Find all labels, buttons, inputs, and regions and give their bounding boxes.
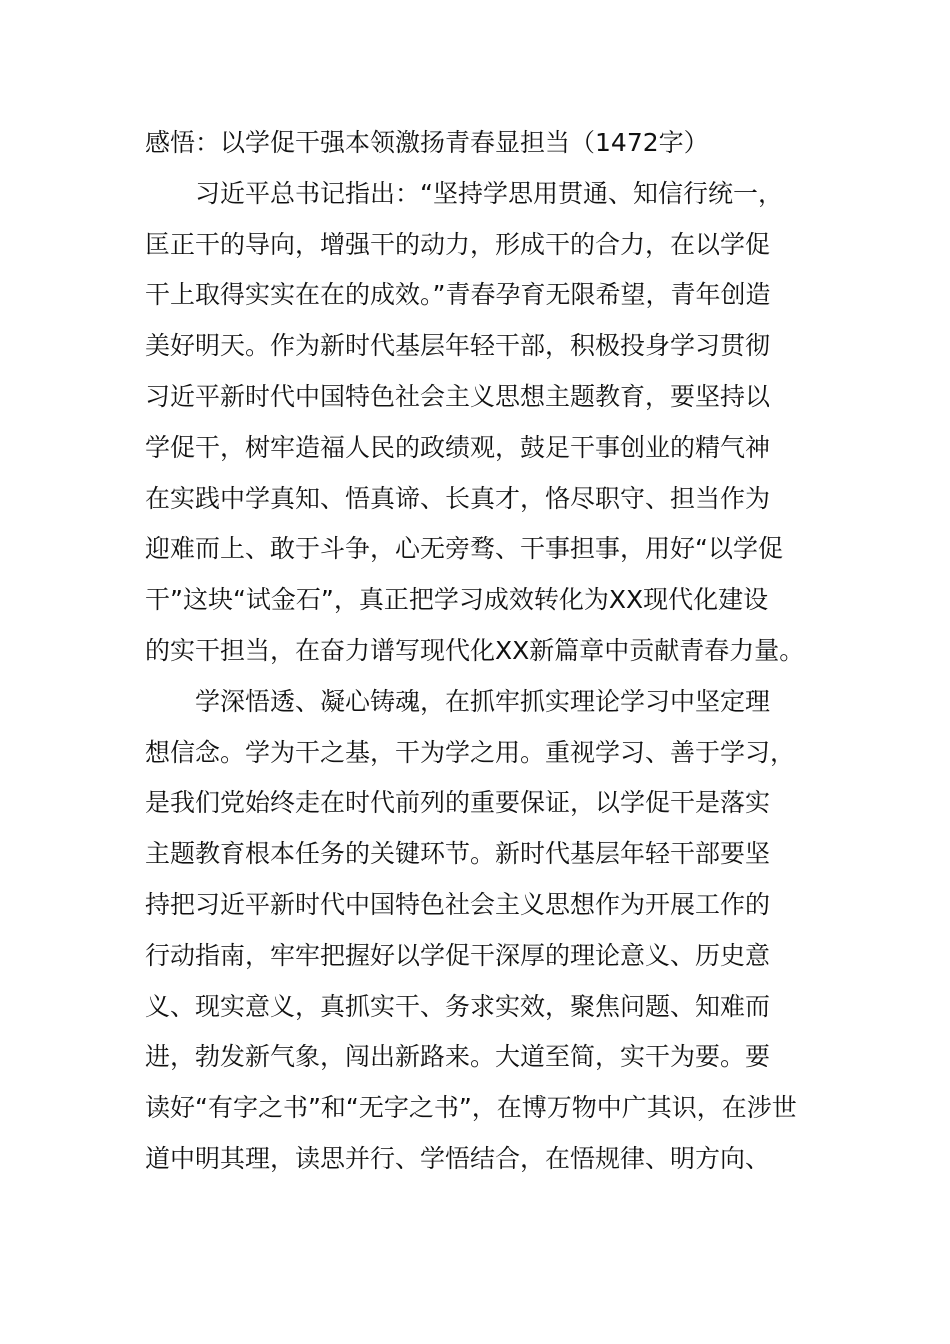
paragraph-line: 的实干担当，在奋力谱写现代化XX新篇章中贡献青春力量。	[145, 635, 805, 665]
paragraph-line: 美好明天。作为新时代基层年轻干部，积极投身学习贯彻	[145, 331, 771, 361]
paragraph-line: 进，勃发新气象，闯出新路来。大道至简，实干为要。要	[145, 1042, 771, 1072]
paragraph-line: 义、现实意义，真抓实干、务求实效，聚焦问题、知难而	[145, 991, 771, 1021]
paragraph-line: 持把习近平新时代中国特色社会主义思想作为开展工作的	[145, 889, 771, 919]
paragraph-line: 学深悟透、凝心铸魂，在抓牢抓实理论学习中坚定理	[195, 686, 771, 716]
document-body	[145, 118, 835, 1185]
paragraph-line: 习近平新时代中国特色社会主义思想主题教育，要坚持以	[145, 381, 771, 411]
paragraph-line: 匡正干的导向，增强干的动力，形成干的合力，在以学促	[145, 229, 771, 259]
paragraph-line: 主题教育根本任务的关键环节。新时代基层年轻干部要坚	[145, 839, 771, 869]
paragraph-line: 习近平总书记指出：“坚持学思用贯通、知信行统一，	[195, 178, 783, 208]
paragraph-line: 行动指南，牢牢把握好以学促干深厚的理论意义、历史意	[145, 940, 771, 970]
paragraph-line: 是我们党始终走在时代前列的重要保证，以学促干是落实	[145, 788, 771, 818]
document-title: 感悟：以学促干强本领激扬青春显担当（1472字）	[145, 128, 709, 157]
paragraph-line: 学促干，树牢造福人民的政绩观，鼓足干事创业的精气神	[145, 432, 771, 462]
paragraph-line: 干”这块“试金石”，真正把学习成效转化为XX现代化建设	[145, 585, 769, 615]
paragraph-line: 道中明其理，读思并行、学悟结合，在悟规律、明方向、	[145, 1143, 771, 1173]
paragraph-line: 想信念。学为干之基，干为学之用。重视学习、善于学习，	[145, 737, 796, 767]
paragraph-line: 迎难而上、敢于斗争，心无旁骛、干事担事，用好“以学促	[145, 534, 783, 564]
paragraph-line: 在实践中学真知、悟真谛、长真才，恪尽职守、担当作为	[145, 483, 771, 513]
paragraph-line: 读好“有字之书”和“无字之书”，在博万物中广其识，在涉世	[145, 1093, 797, 1123]
paragraph-line: 干上取得实实在在的成效。”青春孕育无限希望，青年创造	[145, 280, 771, 310]
